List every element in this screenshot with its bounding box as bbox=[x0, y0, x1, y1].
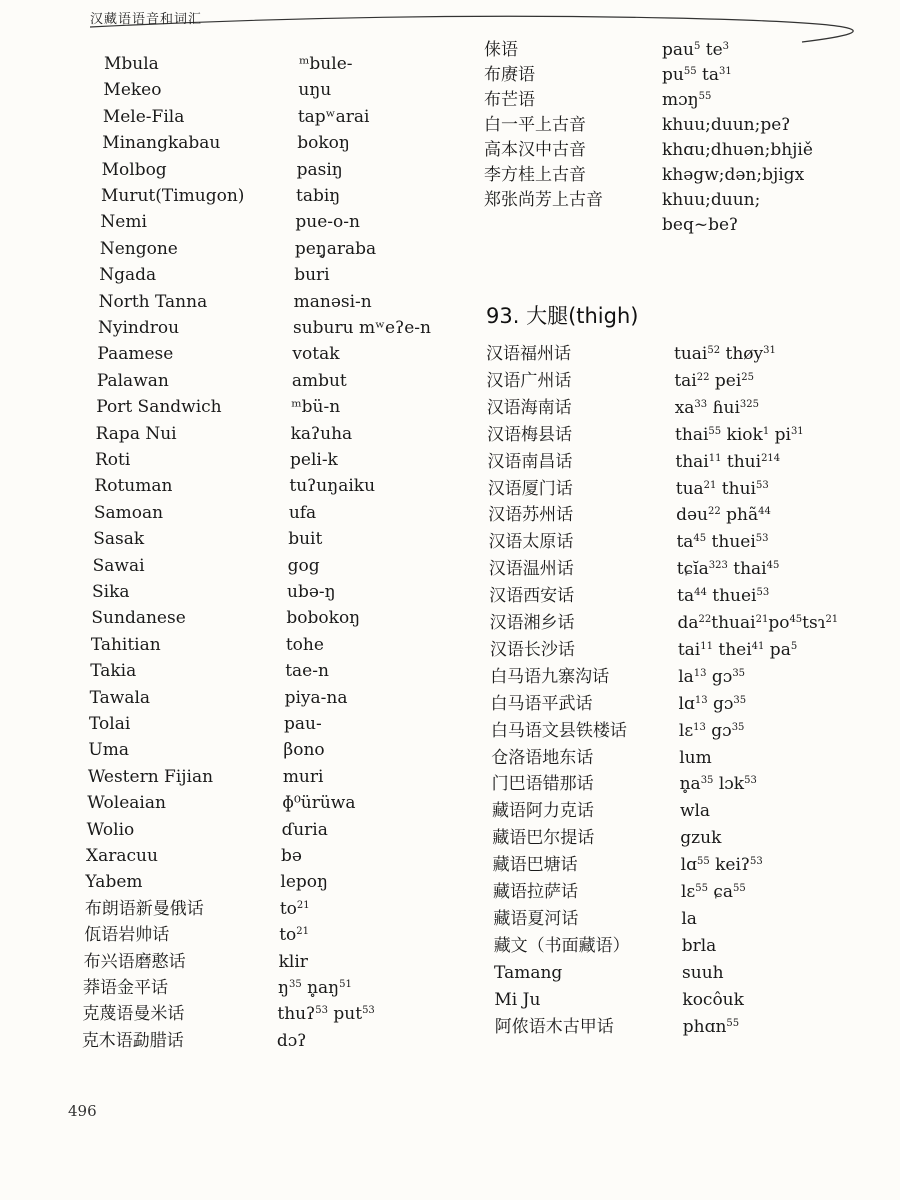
word-form: bə bbox=[281, 846, 302, 866]
word-form: thai$^{55}$ kiok$^1$ $pi^{31}$ bbox=[675, 424, 804, 445]
language-name: Western Fijian bbox=[87, 766, 214, 787]
language-name: Mekeo bbox=[103, 80, 162, 101]
language-name: 克蔑语曼米话 bbox=[82, 1004, 185, 1025]
page-number: 496 bbox=[68, 1102, 97, 1120]
word-form: klir bbox=[278, 951, 308, 972]
word-form: tɕĭa$^{323}$ thai$^{45}$ bbox=[676, 559, 780, 580]
language-name: Paamese bbox=[97, 344, 174, 365]
word-form: kaʔuha bbox=[290, 423, 353, 444]
language-name: 白马语平武话 bbox=[490, 693, 593, 714]
word-form: ɸ⁰ürüwa bbox=[282, 793, 356, 814]
language-name: Woleaian bbox=[87, 793, 166, 814]
word-form: $ta^{44}$ thuei$^{53}$ bbox=[677, 586, 770, 607]
language-name: 汉语太原话 bbox=[488, 532, 574, 553]
word-form: bobokoŋ bbox=[286, 608, 361, 629]
word-form: tabiŋ bbox=[296, 186, 341, 206]
language-name: Yabem bbox=[85, 872, 143, 893]
language-name: 汉语湘乡话 bbox=[489, 613, 575, 633]
language-name: 汉语西安话 bbox=[489, 586, 575, 607]
word-form: mɔŋ$^{55}$ bbox=[662, 90, 712, 110]
language-name: 汉语厦门话 bbox=[487, 478, 573, 499]
language-name: Tolai bbox=[89, 714, 131, 734]
language-name: 白一平上古音 bbox=[484, 115, 586, 135]
language-name: Takia bbox=[90, 661, 137, 682]
language-name: 布朗语新曼俄话 bbox=[84, 898, 204, 919]
language-name: Molbog bbox=[101, 159, 167, 180]
word-form: thai$^{11}$ thui$^{214}$ bbox=[675, 451, 781, 472]
word-form: gog bbox=[287, 555, 320, 576]
word-form: lepoŋ bbox=[280, 872, 328, 893]
language-name: Nengone bbox=[99, 238, 178, 259]
language-name: Nyindrou bbox=[98, 318, 180, 338]
language-name: Rapa Nui bbox=[95, 423, 177, 444]
word-form: ubə-ŋ bbox=[287, 582, 336, 602]
word-form: thuʔ$^{53}$ put$^{53}$ bbox=[277, 1004, 375, 1025]
word-form: βono bbox=[283, 740, 325, 761]
word-form: pau$^5$ $te^3$ bbox=[662, 40, 730, 60]
word-form: tua$^{21}$ thui$^{53}$ bbox=[675, 478, 769, 499]
language-name: 阿侬语木古甲话 bbox=[494, 1016, 614, 1037]
language-name: Sasak bbox=[93, 529, 145, 550]
language-name: North Tanna bbox=[98, 291, 208, 312]
word-form: ɗuria bbox=[281, 819, 328, 840]
language-name: Minangkabau bbox=[102, 133, 221, 154]
language-name: Samoan bbox=[93, 502, 164, 523]
word-form: peli-k bbox=[290, 450, 338, 470]
word-form: peŋ̥araba bbox=[294, 238, 377, 259]
language-name: 郑张尚芳上古音 bbox=[484, 190, 603, 210]
language-name: 俫语 bbox=[484, 40, 518, 60]
word-form: tapʷarai bbox=[297, 106, 370, 127]
word-form: lɛ$^{55}$ ɕa$^{55}$ bbox=[681, 882, 746, 902]
language-name: 汉语南昌话 bbox=[487, 451, 573, 472]
word-form: kocôuk bbox=[682, 989, 744, 1010]
language-name: 佤语岩帅话 bbox=[84, 925, 170, 946]
word-form: beq~beʔ bbox=[662, 215, 739, 235]
word-form: lɑ$^{55}$ keiʔ$^{53}$ bbox=[680, 855, 763, 876]
word-form: tai$^{22}$ pei$^{25}$ bbox=[674, 370, 755, 391]
language-name: 门巴语错那话 bbox=[491, 774, 594, 795]
word-form: ᵐbule- bbox=[299, 54, 353, 74]
language-name: 藏语阿力克话 bbox=[491, 801, 594, 822]
word-form: wla bbox=[679, 801, 711, 822]
language-name: Port Sandwich bbox=[96, 397, 222, 418]
language-name: 高本汉中古音 bbox=[484, 140, 586, 160]
word-form: lɛ$^{13}$ gɔ$^{35}$ bbox=[678, 720, 745, 741]
language-name: 汉语温州话 bbox=[488, 559, 574, 580]
language-name: Sawai bbox=[92, 555, 145, 576]
word-form: pasiŋ bbox=[296, 159, 343, 180]
language-name: Xaracuu bbox=[86, 846, 158, 866]
language-name: 克木语勐腊话 bbox=[81, 1030, 184, 1051]
word-form: $n̥a^{35}$ lɔk$^{53}$ bbox=[679, 774, 757, 795]
language-name: 布赓语 bbox=[484, 65, 535, 85]
word-form: tae-n bbox=[285, 661, 329, 682]
language-name: 白马语九寨沟话 bbox=[490, 666, 610, 687]
word-form: manəsi-n bbox=[293, 291, 372, 312]
word-form: suburu mʷeʔe-n bbox=[293, 318, 431, 338]
language-name: 莽语金平话 bbox=[83, 978, 168, 998]
word-form: phɑn$^{55}$ bbox=[682, 1016, 740, 1037]
language-name: Uma bbox=[88, 740, 129, 761]
language-name: 藏语巴塘话 bbox=[492, 855, 578, 876]
word-form: $ta^{45}$ thuei$^{53}$ bbox=[676, 532, 769, 553]
word-form: $la^{13}$ gɔ$^{35}$ bbox=[678, 666, 746, 687]
language-name: 汉语海南话 bbox=[486, 397, 572, 418]
language-name: 汉语长沙话 bbox=[489, 639, 575, 660]
language-name: 藏语拉萨话 bbox=[493, 882, 578, 902]
language-name: Nemi bbox=[100, 212, 147, 233]
section-title: 93. 大腿(thigh) bbox=[486, 304, 639, 328]
word-form: khuu;duun; bbox=[662, 190, 761, 210]
word-form: ufa bbox=[288, 502, 317, 523]
word-form: piya-na bbox=[284, 687, 348, 708]
language-name: Palawan bbox=[96, 370, 169, 391]
word-form: brla bbox=[681, 935, 717, 956]
word-form: $da^{22}thuai^{21}po^{45}tsɿ^{21}$ bbox=[677, 613, 839, 633]
language-name: Sika bbox=[92, 582, 130, 602]
word-form: bokoŋ bbox=[297, 133, 350, 154]
language-name: 汉语梅县话 bbox=[487, 424, 573, 445]
word-form: ambut bbox=[291, 370, 347, 391]
word-form: $to^{21}$ bbox=[279, 925, 310, 946]
language-name: Wolio bbox=[86, 819, 135, 840]
word-form: ᵐbü-n bbox=[291, 397, 341, 418]
word-form: tai$^{11}$ thei$^{41}$ $pa^5$ bbox=[677, 639, 798, 660]
language-name: 藏文（书面藏语） bbox=[493, 935, 630, 956]
word-form: tohe bbox=[285, 634, 324, 655]
language-name: 布兴语磨憨话 bbox=[83, 951, 186, 972]
language-name: Mbula bbox=[104, 54, 159, 74]
language-name: Murut(Timugon) bbox=[101, 186, 245, 206]
word-form: gzuk bbox=[680, 828, 722, 849]
language-name: 白马语文县铁楼话 bbox=[490, 720, 627, 741]
language-name: 布芒语 bbox=[484, 90, 535, 110]
word-form: tuai$^{52}$ thøy$^{31}$ bbox=[674, 344, 776, 364]
word-form: dəu$^{22}$ phã$^{44}$ bbox=[676, 505, 771, 526]
language-name: 汉语苏州话 bbox=[488, 505, 574, 526]
language-name: 汉语福州话 bbox=[486, 344, 571, 364]
language-name: Mi Ju bbox=[494, 989, 541, 1010]
word-form: buit bbox=[288, 529, 323, 550]
word-form: $to^{21}$ bbox=[279, 898, 310, 919]
word-form: votak bbox=[292, 344, 340, 365]
language-name: 汉语广州话 bbox=[486, 370, 572, 391]
word-form: pue-o-n bbox=[295, 212, 360, 233]
word-form: uŋu bbox=[298, 80, 332, 101]
language-name: Tahitian bbox=[90, 634, 161, 655]
language-name: 李方桂上古音 bbox=[484, 165, 586, 185]
word-form: khuu;duun;peʔ bbox=[662, 115, 791, 135]
language-name: Tawala bbox=[89, 687, 151, 708]
word-form: $xa^{33}$ ɦui$^{325}$ bbox=[674, 397, 759, 418]
language-name: Tamang bbox=[494, 962, 563, 983]
language-name: Mele-Fila bbox=[102, 106, 185, 127]
word-form: dɔʔ bbox=[276, 1030, 307, 1051]
word-form: tuʔuŋaiku bbox=[289, 476, 376, 497]
word-form: lum bbox=[679, 747, 712, 768]
word-form: $pu^{55}$ $ta^{31}$ bbox=[662, 65, 732, 85]
language-name: Roti bbox=[95, 450, 131, 470]
word-form: pau- bbox=[284, 714, 322, 734]
language-name: Ngada bbox=[99, 265, 157, 286]
word-form: khɑu;dhuən;bhjiě bbox=[662, 140, 813, 160]
word-form: la bbox=[681, 908, 697, 929]
language-name: Rotuman bbox=[94, 476, 173, 497]
word-form: muri bbox=[282, 766, 324, 787]
word-form: lɑ$^{13}$ gɔ$^{35}$ bbox=[678, 693, 747, 714]
language-name: 藏语巴尔提话 bbox=[492, 828, 595, 849]
word-form: suuh bbox=[682, 962, 724, 983]
word-form: buri bbox=[294, 265, 330, 286]
language-name: Sundanese bbox=[91, 608, 186, 629]
language-name: 仓洛语地东话 bbox=[491, 747, 594, 768]
word-form: khəgw;dən;bjigx bbox=[662, 165, 805, 185]
header-title: 汉藏语语音和词汇 bbox=[90, 12, 203, 27]
language-name: 藏语夏河话 bbox=[493, 908, 579, 929]
word-form: $ŋ^{35}$ $n̥aŋ^{51}$ bbox=[278, 978, 352, 998]
